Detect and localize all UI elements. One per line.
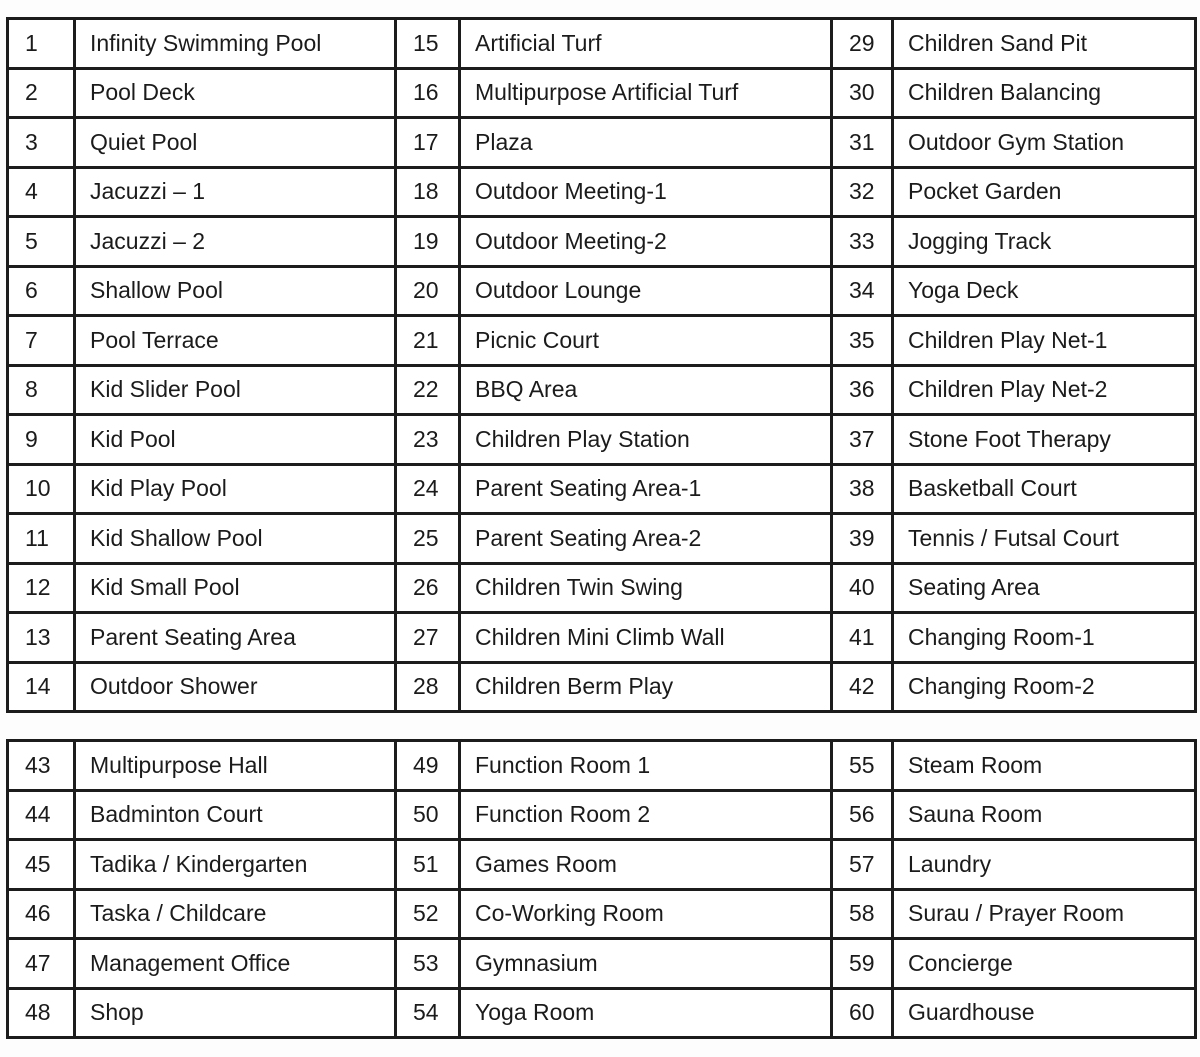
facility-number-cell: 2	[8, 68, 75, 118]
facility-name-cell: Shallow Pool	[75, 266, 396, 316]
facility-number-cell: 24	[396, 464, 460, 514]
table-row	[8, 464, 1196, 514]
facility-name-cell: Outdoor Gym Station	[893, 118, 1196, 168]
facility-name-cell: Children Twin Swing	[460, 563, 832, 613]
facility-number-cell: 6	[8, 266, 75, 316]
table-row	[8, 68, 1196, 118]
facility-name-cell: Children Play Net-2	[893, 365, 1196, 415]
facility-name-cell: Parent Seating Area-1	[460, 464, 832, 514]
facility-name-cell: Kid Play Pool	[75, 464, 396, 514]
facility-number-cell: 12	[8, 563, 75, 613]
facility-number-cell: 9	[8, 415, 75, 465]
facility-number-cell: 30	[832, 68, 893, 118]
facility-number-cell: 14	[8, 662, 75, 712]
facility-number-cell: 22	[396, 365, 460, 415]
facility-number-cell: 35	[832, 316, 893, 366]
table-row	[8, 514, 1196, 564]
facility-name-cell: Badminton Court	[75, 790, 396, 840]
facility-number-cell: 60	[832, 988, 893, 1038]
facility-number-cell: 42	[832, 662, 893, 712]
facility-number-cell: 38	[832, 464, 893, 514]
facility-name-cell: Shop	[75, 988, 396, 1038]
table-row	[8, 988, 1196, 1038]
facility-number-cell: 16	[396, 68, 460, 118]
facility-number-cell: 27	[396, 613, 460, 663]
facility-name-cell: Kid Slider Pool	[75, 365, 396, 415]
facility-name-cell: Laundry	[893, 840, 1196, 890]
facility-number-cell: 1	[8, 19, 75, 69]
facility-name-cell: Yoga Deck	[893, 266, 1196, 316]
table-row	[8, 167, 1196, 217]
facility-name-cell: Sauna Room	[893, 790, 1196, 840]
facility-name-cell: Yoga Room	[460, 988, 832, 1038]
facility-name-cell: Games Room	[460, 840, 832, 890]
facility-name-cell: Parent Seating Area-2	[460, 514, 832, 564]
facility-number-cell: 40	[832, 563, 893, 613]
facility-name-cell: Basketball Court	[893, 464, 1196, 514]
facility-name-cell: Children Balancing	[893, 68, 1196, 118]
facility-number-cell: 3	[8, 118, 75, 168]
facility-number-cell: 33	[832, 217, 893, 267]
facility-number-cell: 25	[396, 514, 460, 564]
facility-name-cell: Artificial Turf	[460, 19, 832, 69]
facility-number-cell: 47	[8, 939, 75, 989]
facility-number-cell: 8	[8, 365, 75, 415]
facilities-table-1-42	[6, 17, 1197, 713]
facilities-table-43-60-body	[8, 741, 1196, 1038]
facility-number-cell: 44	[8, 790, 75, 840]
facility-name-cell: Multipurpose Artificial Turf	[460, 68, 832, 118]
facility-name-cell: Outdoor Shower	[75, 662, 396, 712]
facility-name-cell: Taska / Childcare	[75, 889, 396, 939]
facility-name-cell: Surau / Prayer Room	[893, 889, 1196, 939]
facility-name-cell: Infinity Swimming Pool	[75, 19, 396, 69]
facility-number-cell: 7	[8, 316, 75, 366]
table-row	[8, 365, 1196, 415]
facility-name-cell: Kid Shallow Pool	[75, 514, 396, 564]
table-row	[8, 741, 1196, 791]
table-row	[8, 563, 1196, 613]
facility-name-cell: Children Mini Climb Wall	[460, 613, 832, 663]
facility-name-cell: Changing Room-1	[893, 613, 1196, 663]
facility-name-cell: Plaza	[460, 118, 832, 168]
facility-number-cell: 10	[8, 464, 75, 514]
facility-number-cell: 41	[832, 613, 893, 663]
facility-number-cell: 54	[396, 988, 460, 1038]
table-row	[8, 613, 1196, 663]
table-row	[8, 662, 1196, 712]
facility-number-cell: 23	[396, 415, 460, 465]
facility-number-cell: 28	[396, 662, 460, 712]
facility-number-cell: 32	[832, 167, 893, 217]
facility-number-cell: 53	[396, 939, 460, 989]
facility-number-cell: 21	[396, 316, 460, 366]
facility-number-cell: 29	[832, 19, 893, 69]
facility-name-cell: Outdoor Meeting-1	[460, 167, 832, 217]
facility-number-cell: 5	[8, 217, 75, 267]
facility-name-cell: Pool Deck	[75, 68, 396, 118]
facility-name-cell: Outdoor Lounge	[460, 266, 832, 316]
facility-name-cell: Outdoor Meeting-2	[460, 217, 832, 267]
table-row	[8, 939, 1196, 989]
facility-name-cell: Children Play Net-1	[893, 316, 1196, 366]
facility-number-cell: 48	[8, 988, 75, 1038]
facility-name-cell: Kid Small Pool	[75, 563, 396, 613]
facility-number-cell: 20	[396, 266, 460, 316]
facility-number-cell: 43	[8, 741, 75, 791]
facility-number-cell: 51	[396, 840, 460, 890]
facility-name-cell: Children Sand Pit	[893, 19, 1196, 69]
facility-number-cell: 56	[832, 790, 893, 840]
facility-name-cell: Jacuzzi – 2	[75, 217, 396, 267]
facility-name-cell: Multipurpose Hall	[75, 741, 396, 791]
facility-number-cell: 37	[832, 415, 893, 465]
facility-name-cell: Tennis / Futsal Court	[893, 514, 1196, 564]
facility-number-cell: 59	[832, 939, 893, 989]
table-row	[8, 217, 1196, 267]
facility-number-cell: 46	[8, 889, 75, 939]
facility-name-cell: Seating Area	[893, 563, 1196, 613]
facility-name-cell: Tadika / Kindergarten	[75, 840, 396, 890]
facility-number-cell: 19	[396, 217, 460, 267]
facility-number-cell: 36	[832, 365, 893, 415]
facilities-table-43-60	[6, 739, 1197, 1039]
facilities-table-1-42-body	[8, 19, 1196, 712]
facility-number-cell: 34	[832, 266, 893, 316]
facility-name-cell: Concierge	[893, 939, 1196, 989]
facility-name-cell: Function Room 1	[460, 741, 832, 791]
facility-number-cell: 4	[8, 167, 75, 217]
facility-number-cell: 57	[832, 840, 893, 890]
facility-number-cell: 58	[832, 889, 893, 939]
facility-number-cell: 26	[396, 563, 460, 613]
facility-number-cell: 52	[396, 889, 460, 939]
table-row	[8, 840, 1196, 890]
facility-name-cell: Stone Foot Therapy	[893, 415, 1196, 465]
facility-name-cell: Jogging Track	[893, 217, 1196, 267]
facility-name-cell: Co-Working Room	[460, 889, 832, 939]
facility-name-cell: Kid Pool	[75, 415, 396, 465]
table-row	[8, 118, 1196, 168]
facility-number-cell: 13	[8, 613, 75, 663]
facility-name-cell: Pool Terrace	[75, 316, 396, 366]
facility-name-cell: Steam Room	[893, 741, 1196, 791]
table-row	[8, 889, 1196, 939]
facility-number-cell: 17	[396, 118, 460, 168]
facility-number-cell: 39	[832, 514, 893, 564]
facility-name-cell: Children Berm Play	[460, 662, 832, 712]
facility-number-cell: 55	[832, 741, 893, 791]
facility-name-cell: Quiet Pool	[75, 118, 396, 168]
table-row	[8, 19, 1196, 69]
facility-name-cell: Pocket Garden	[893, 167, 1196, 217]
table-row	[8, 415, 1196, 465]
facility-name-cell: Changing Room-2	[893, 662, 1196, 712]
facility-number-cell: 18	[396, 167, 460, 217]
table-row	[8, 790, 1196, 840]
facility-name-cell: Parent Seating Area	[75, 613, 396, 663]
facility-number-cell: 11	[8, 514, 75, 564]
facility-name-cell: Gymnasium	[460, 939, 832, 989]
facility-number-cell: 50	[396, 790, 460, 840]
facility-number-cell: 15	[396, 19, 460, 69]
facility-name-cell: Management Office	[75, 939, 396, 989]
facility-name-cell: BBQ Area	[460, 365, 832, 415]
table-row	[8, 266, 1196, 316]
facility-name-cell: Jacuzzi – 1	[75, 167, 396, 217]
table-row	[8, 316, 1196, 366]
facility-number-cell: 31	[832, 118, 893, 168]
facility-name-cell: Function Room 2	[460, 790, 832, 840]
facility-name-cell: Children Play Station	[460, 415, 832, 465]
facility-name-cell: Guardhouse	[893, 988, 1196, 1038]
facility-number-cell: 45	[8, 840, 75, 890]
facility-name-cell: Picnic Court	[460, 316, 832, 366]
facility-number-cell: 49	[396, 741, 460, 791]
